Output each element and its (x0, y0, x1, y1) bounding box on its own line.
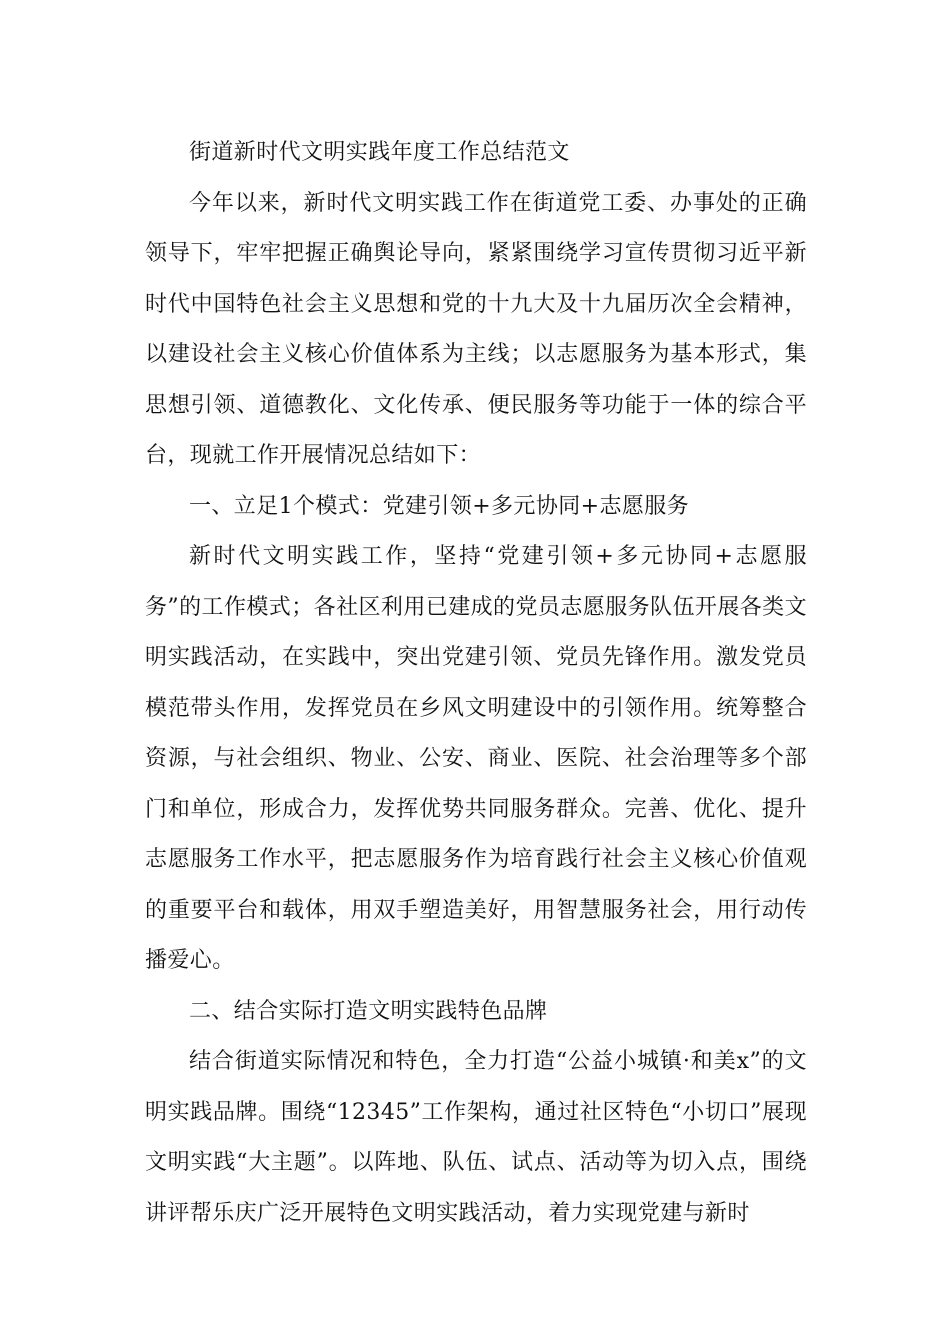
section-1-body: 新时代文明实践工作，坚持“党建引领+多元协同+志愿服务”的工作模式；各社区利用已建成的党员志愿服务队伍开展各类文明实践活动，在实践中，突出党建引领、党员先锋作用。激发党员模范带头作用，发挥党员在乡风文明建设中的引领作用。统筹整合资源，与社会组织、物业、公安、商业、医院、社会治理等多个部门和单位，形成合力，发挥优势共同服务群众。完善、优化、提升志愿服务工作水平，把志愿服务作为培育践行社会主义核心价值观的重要平台和载体，用双手塑造美好，用智慧服务社会，用行动传播爱心。 (145, 544, 807, 973)
intro-paragraph: 今年以来，新时代文明实践工作在街道党工委、办事处的正确领导下，牢牢把握正确舆论导向，紧紧围绕学习宣传贯彻习近平新时代中国特色社会主义思想和党的十九大及十九届历次全会精神，以建设社会主义核心价值体系为主线；以志愿服务为基本形式，集思想引领、道德教化、文化传承、便民服务等功能于一体的综合平台，现就工作开展情况总结如下： (145, 190, 807, 468)
section-2-heading: 二、结合实际打造文明实践特色品牌 (189, 998, 548, 1024)
section-2-body: 结合街道实际情况和特色，全力打造“公益小城镇·和美x”的文明实践品牌。围绕“12345”工作架构，通过社区特色“小切口”展现文明实践“大主题”。以阵地、队伍、试点、活动等为切入点，围绕讲评帮乐庆广泛开展特色文明实践活动，着力实现党建与新时 (145, 1049, 807, 1226)
section-1-heading: 一、立足1个模式：党建引领+多元协同+志愿服务 (189, 493, 690, 519)
document-page (145, 128, 807, 1239)
document-title: 街道新时代文明实践年度工作总结范文 (189, 140, 570, 165)
